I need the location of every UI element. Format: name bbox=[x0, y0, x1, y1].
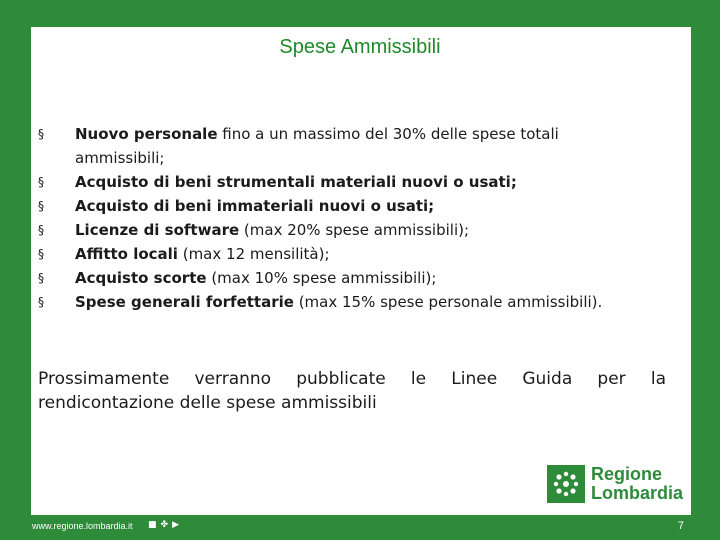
list-item bbox=[38, 290, 640, 314]
bullet-icon: § bbox=[38, 175, 44, 189]
bullet-icon: § bbox=[38, 271, 44, 285]
page-number: 7 bbox=[677, 520, 684, 532]
bullet-bold-text: Acquisto di beni strumentali materiali nuovi o usati; bbox=[75, 173, 517, 191]
bullet-text: (max 20% spese ammissibili); bbox=[239, 221, 470, 239]
list-item bbox=[38, 242, 640, 266]
bullet-bold-text: Spese generali forfettarie bbox=[75, 293, 294, 311]
list-item bbox=[38, 170, 640, 194]
list-item bbox=[38, 194, 640, 218]
bullet-text: fino a un massimo del 30% delle spese totali ammissibili; bbox=[75, 125, 559, 167]
list-item bbox=[38, 218, 640, 242]
youtube-icon[interactable]: ▶ bbox=[172, 520, 179, 530]
list-item bbox=[38, 266, 640, 290]
social-icons bbox=[148, 520, 179, 530]
bullet-bold-text: Nuovo personale bbox=[75, 125, 218, 143]
slide-title: Spese Ammissibili bbox=[279, 36, 441, 58]
bullet-text: (max 12 mensilità); bbox=[177, 245, 330, 263]
bullet-icon: § bbox=[38, 199, 44, 213]
bullet-bold-text: Acquisto scorte bbox=[75, 269, 207, 287]
note-paragraph: Prossimamente verranno pubblicate le Linee Guida per la rendicontazione delle spese ammissibili bbox=[38, 369, 666, 413]
bullet-icon: § bbox=[38, 127, 44, 141]
bullet-bold-text: Licenze di software bbox=[75, 221, 240, 239]
footer-bar bbox=[0, 515, 720, 540]
bullet-icon: § bbox=[38, 247, 44, 261]
bullet-bold-text: Acquisto di beni immateriali nuovi o usati; bbox=[75, 197, 435, 215]
list-item bbox=[38, 122, 640, 170]
bullet-text: (max 10% spese ammissibili); bbox=[206, 269, 437, 287]
logo-text: Regione Lombardia bbox=[591, 464, 684, 503]
bullet-icon: § bbox=[38, 295, 44, 309]
twitter-icon[interactable]: ✤ bbox=[160, 520, 169, 530]
bullet-bold-text: Affitto locali bbox=[75, 245, 178, 263]
bullet-list bbox=[38, 122, 640, 314]
regione-lombardia-logo bbox=[547, 465, 683, 503]
rosa-camuna-icon bbox=[547, 465, 585, 503]
website-link[interactable]: www.regione.lombardia.it bbox=[32, 521, 133, 531]
bullet-icon: § bbox=[38, 223, 44, 237]
facebook-icon[interactable]: ■ bbox=[148, 520, 157, 530]
bullet-text: (max 15% spese personale ammissibili). bbox=[293, 293, 603, 311]
